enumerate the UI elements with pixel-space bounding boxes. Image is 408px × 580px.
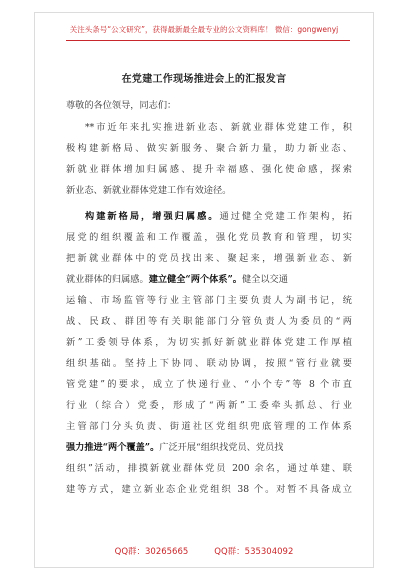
- text-line: 管党建”的要求，成立了快递行业、“小个专”等 8 个市直: [66, 379, 352, 390]
- text-line: 运输、市场监管等行业主管部门主要负责人为副书记，统: [66, 295, 352, 306]
- footer-qq-group-1: QQ群：30265665: [114, 547, 189, 557]
- text-line: 行业（综合）党委，形成了“两新”工委牵头抓总、行业: [66, 400, 352, 411]
- footer: [34, 545, 374, 557]
- text-line: 新业态、新就业群体党建工作有效途径。: [66, 185, 232, 196]
- subsection-heading: 建立健全“两个体系”。: [148, 274, 242, 285]
- text-line: [66, 437, 352, 458]
- text-line: [66, 206, 352, 227]
- text-line: 把新就业群体中的党员找出来、聚起来，增强新业态、新: [66, 253, 352, 264]
- text-run: 健全以交通: [241, 274, 288, 285]
- text-line: **市近年来扎实推进新业态、新就业群体党建工作，积: [85, 122, 352, 133]
- text-line: 新”工委领导体系，为切实抓好新就业群体党建工作厚植: [66, 337, 352, 348]
- text-line: 展党的组织覆盖和工作覆盖，强化党员教育和管理，切实: [66, 232, 352, 243]
- text-line: 主管部门分头负责、街道社区党组织兜底管理的工作体系: [66, 421, 352, 432]
- paragraph-intro: [66, 117, 352, 201]
- paragraph-new-pattern: [66, 206, 352, 500]
- document-title: 在党建工作现场推进会上的汇报发言: [121, 74, 287, 85]
- text-run: 就业群体的归属感。: [66, 274, 149, 285]
- text-line: [66, 269, 352, 290]
- text-run: 通过健全党建工作架构，拓: [219, 211, 352, 222]
- footer-qq-group-2: QQ群：535304092: [214, 547, 294, 557]
- text-line: 极构建新格局、做实新服务、聚合新力量，助力新业态、: [66, 143, 352, 154]
- text-run: 广泛开展“组织找党员、党员找: [159, 442, 284, 453]
- text-line: 组织基础。坚持上下协同、联动协调，按照“管行业就要: [66, 358, 352, 369]
- header-banner: 关注头条号“公文研究”，获得最新最全最专业的公文资料库！ 微信：gongwenyj: [69, 25, 339, 34]
- header-divider: [66, 40, 350, 41]
- section-heading: 构建新格局，增强归属感。: [85, 211, 220, 222]
- text-line: 建等方式，建立新业态企业党组织 38 个。对暂不具备成立: [66, 484, 352, 495]
- text-line: 战、民政、群团等有关职能部门分管负责人为委员的“两: [66, 316, 352, 327]
- subsection-heading: 强力推进“两个覆盖”。: [66, 442, 160, 453]
- salutation: 尊敬的各位领导，同志们：: [66, 100, 177, 111]
- text-line: 组织”活动，排摸新就业群体党员 200 余名，通过单建、联: [66, 463, 352, 474]
- text-line: 新就业群体增加归属感、提升幸福感、强化使命感，探索: [66, 164, 352, 175]
